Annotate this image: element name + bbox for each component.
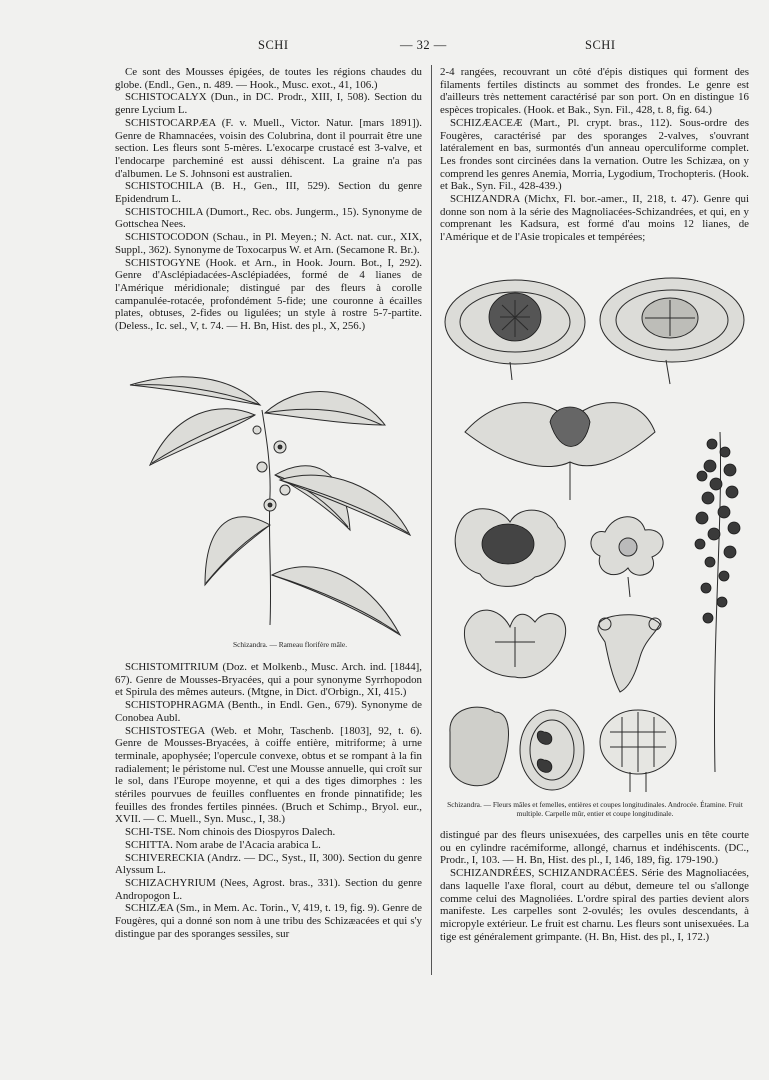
entry-schistomitrium: SCHISTOMITRIUM (Doz. et Molkenb., Musc. Arch. ind. [1844], 67). Genre de Mousses-Bryacées, qui a pour synonyme Syrrhopodon et Spirula des mêmes auteurs. (Mtgne, in Dict. d'Orbign., XI, 415.) bbox=[115, 661, 422, 699]
schizandra-flowers-illustration bbox=[440, 272, 755, 797]
entry-schistophragma: SCHISTOPHRAGMA (Benth., in Endl. Gen., 679). Synonyme de Conobea Aubl. bbox=[115, 699, 422, 724]
entry-schistocarpaea: SCHISTOCARPÆA (F. v. Muell., Victor. Natur. [mars 1891]). Genre de Rhamnacées, voisin des Colubrina, dont il pourrait être une section. Les fleurs sont 5-mères. L'exocarpe crustacé est 3-valve, et l'endocarpe parcheminé est aussi déhiscent. La graine n'a pas d'albumen. Le S. Johnsoni est australien. bbox=[115, 116, 422, 180]
header-right-word: SCHI bbox=[585, 38, 616, 52]
entry-schistocalyx: SCHISTOCALYX (Dun., in DC. Prodr., XIII, I, 508). Section du genre Lycium L. bbox=[115, 91, 422, 117]
entry-schizaeaceae: SCHIZÆACEÆ (Mart., Pl. crypt. bras., 112). Sous-ordre des Fougères, caractérisé par des sporanges 2-valves, s'ouvrant latéralement en bas, surmontés d'un anneau operculiforme complet. Les frondes sont circinées dans la vernation. Outre les Schizæa, on y comprend les genres Anemia, Morria, Lygodium, Trochopteris. (Hook. et Bak., Syn. Fil., 428-439.) bbox=[440, 116, 749, 193]
entry-schistogyne: SCHISTOGYNE (Hook. et Arn., in Hook. Journ. Bot., I, 292). Genre d'Asclépiadacées-Asclépiadées, formé de 4 lianes de l'Amérique méridionale; distingué par des fleurs à corolle campanulée-rotacée, profondément 5-fide; une couronne à écailles plates, obtuses, 2-fides ou ligulées; un style à rostre 5-7-partite. (Deless., Ic. sel., V, t. 74. — H. Bn, Hist. des pl., X, 256.) bbox=[115, 256, 422, 333]
entry-schistostega: SCHISTOSTEGA (Web. et Mohr, Taschenb. [1803], 92, t. 6). Genre de Mousses-Bryacées, à coiffe entière, mitriforme; à urne terminale, apophysée; l'opercule convexe, obtus et se rompant à la fin radialement; le péristome nul. C'est une Mousse annuelle, qui croît sur le sol, dans l'Europe moyenne, et qui a des tiges dimorphes : les stériles pourvues de feuilles confluentes en fronde pinnatifide; les feuilles des frondes fertiles pinnées. (Bruch et Schimp., Bryol. eur., XVII. — C. Muell., Syn. Musc., I, 38.) bbox=[115, 724, 422, 826]
entry-schistochila-bh: SCHISTOCHILA (B. H., Gen., III, 529). Section du genre Epidendrum L. bbox=[115, 180, 422, 206]
header-left-word: SCHI bbox=[258, 38, 289, 52]
entry-schizaea: SCHIZÆA (Sm., in Mem. Ac. Torin., V, 419, t. 19, fig. 9). Genre de Fougères, qui a donné son nom à une tribu des Schizæacées et qui s'y distingue par des sporanges sessiles, sur bbox=[115, 902, 422, 940]
right-column-bottom bbox=[440, 829, 749, 943]
entry-schi-tse: SCHI-TSE. Nom chinois des Diospyros Dalech. bbox=[125, 826, 336, 839]
left-column-bottom bbox=[115, 661, 422, 940]
entry-schistocodon: SCHISTOCODON (Schau., in Pl. Meyen.; N. Act. nat. cur., XIX, Suppl., 362). Synonyme de Toxocarpus W. et Arn. (Secamone R. Br.). bbox=[115, 231, 422, 256]
left-figure-caption: Schizandra. — Rameau florifère mâle. bbox=[232, 640, 348, 649]
entry-paragraph: Ce sont des Mousses épigées, de toutes les régions chaudes du globe. (Endl., Gen., n. 489. — Hook., Musc. exot., 41, 106.) bbox=[115, 66, 422, 91]
entry-schivereckia: SCHIVERECKIA (Andrz. — DC., Syst., II, 300). Section du genre Alyssum L. bbox=[115, 851, 422, 877]
entry-schizachyrium: SCHIZACHYRIUM (Nees, Agrost. bras., 331). Section du genre Andropogon L. bbox=[115, 876, 422, 902]
right-figure-caption: Schizandra. — Fleurs mâles et femelles, entières et coupes longitudinales. Androcée. Étamine. Fruit multiple. Carpelle mûr, entier et coupe longitudinale. bbox=[447, 800, 743, 818]
entry-schizaea-continued: 2-4 rangées, recouvrant un côté d'épis distiques qui forment des filaments fertiles distincts au sommet des frondes. Le genre est d'ailleurs très nettement caractérisé par son port. On en distingue 16 espèces tropicales. (Hook. et Bak., Syn. Fil., 428, t. 8, fig. 64.) bbox=[440, 66, 749, 117]
entry-schizandrees: SCHIZANDRÉES, SCHIZANDRACÉES. Série des Magnoliacées, dans laquelle l'axe floral, court au début, demeure tel ou s'allonge comme celui des Magnoliées. L'ordre spiral des parties devient alors manifeste. Les carpelles sont 2-ovulés; les ovules descendants, à micropyle extérieur. Le fruit est charnu. Les fleurs sont unisexuées. La tige est généralement grimpante. (H. Bn, Hist. des pl., I, 172.) bbox=[440, 867, 749, 943]
page-header bbox=[110, 38, 670, 54]
schizandra-branch-illustration bbox=[120, 355, 420, 637]
column-divider bbox=[431, 65, 432, 975]
right-column-top bbox=[440, 66, 749, 244]
left-column-top bbox=[115, 66, 422, 333]
entry-schitta: SCHITTA. Nom arabe de l'Acacia arabica L. bbox=[125, 838, 321, 851]
entry-schistochila-dumort: SCHISTOCHILA (Dumort., Rec. obs. Jungerm., 15). Synonyme de Gottschea Nees. bbox=[115, 205, 422, 231]
page-number: — 32 — bbox=[400, 38, 447, 52]
entry-schizandra-continued: distingué par des fleurs unisexuées, des carpelles unis en tête courte ou en cylindre racémiforme, allongé, charnus et indéhiscents. (DC., Prodr., I, 103. — H. Bn, Hist. des pl., I, 146, 189, fig. 179-190.) bbox=[440, 829, 749, 867]
entry-schizandra: SCHIZANDRA (Michx, Fl. bor.-amer., II, 218, t. 47). Genre qui donne son nom à la série des Magnoliacées-Schizandrées, et qui, en y comprenant les Kadsura, est formé d'au moins 12 lianes, de l'Amérique et de l'Asie tropicales et tempérées; bbox=[440, 193, 749, 244]
